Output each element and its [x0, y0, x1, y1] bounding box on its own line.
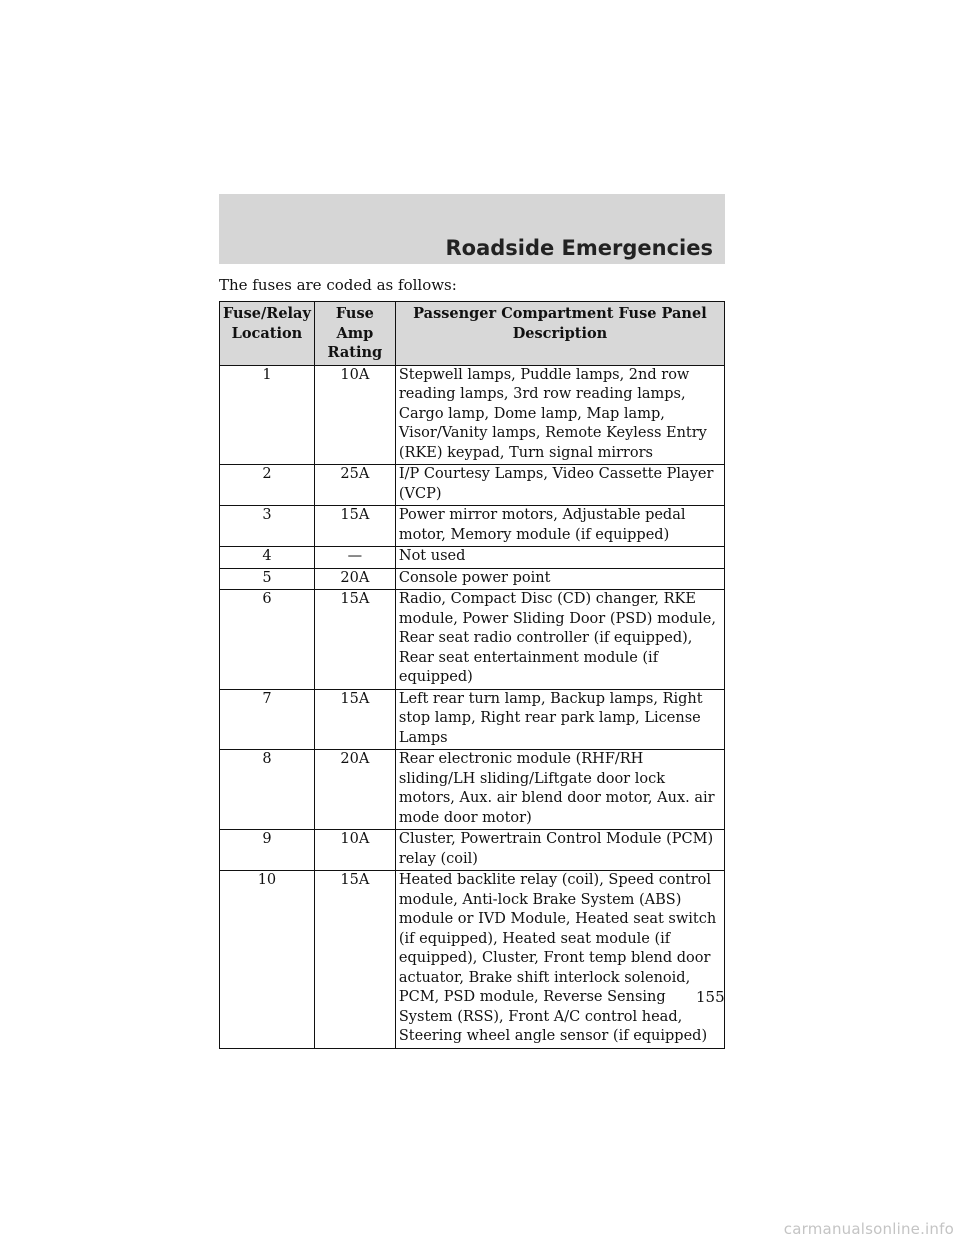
- section-header-bar: [219, 194, 725, 264]
- fuse-rating-cell: 15A: [314, 506, 395, 547]
- fuse-rating-cell: 15A: [314, 871, 395, 1049]
- table-row: [220, 465, 725, 506]
- fuse-description-cell: Left rear turn lamp, Backup lamps, Right stop lamp, Right rear park lamp, License Lamps: [395, 689, 724, 750]
- fuse-location-cell: 7: [220, 689, 315, 750]
- fuse-description-cell: I/P Courtesy Lamps, Video Cassette Player (VCP): [395, 465, 724, 506]
- table-row: [220, 689, 725, 750]
- fuse-location-cell: 3: [220, 506, 315, 547]
- fuse-description-cell: Cluster, Powertrain Control Module (PCM) relay (coil): [395, 830, 724, 871]
- page-number: 155: [696, 988, 725, 1006]
- header-rating: Fuse Amp Rating: [314, 302, 395, 366]
- table-row: [220, 590, 725, 690]
- fuse-rating-cell: —: [314, 547, 395, 569]
- header-description: Passenger Compartment Fuse Panel Description: [395, 302, 724, 366]
- fuse-description-cell: Console power point: [395, 568, 724, 590]
- fuse-rating-cell: 15A: [314, 590, 395, 690]
- watermark-text[interactable]: carmanualsonline.info: [783, 1220, 954, 1238]
- fuse-location-cell: 4: [220, 547, 315, 569]
- fuse-description-cell: Power mirror motors, Adjustable pedal motor, Memory module (if equipped): [395, 506, 724, 547]
- fuse-rating-cell: 25A: [314, 465, 395, 506]
- table-row: [220, 365, 725, 465]
- fuse-location-cell: 2: [220, 465, 315, 506]
- table-row: [220, 750, 725, 830]
- fuse-table: [219, 301, 725, 1049]
- fuse-rating-cell: 20A: [314, 750, 395, 830]
- fuse-location-cell: 10: [220, 871, 315, 1049]
- fuse-description-cell: Rear electronic module (RHF/RH sliding/LH sliding/Liftgate door lock motors, Aux. air blend door motor, Aux. air mode door motor): [395, 750, 724, 830]
- fuse-table-header-row: [220, 302, 725, 366]
- fuse-location-cell: 8: [220, 750, 315, 830]
- fuse-description-cell: Stepwell lamps, Puddle lamps, 2nd row reading lamps, 3rd row reading lamps, Cargo lamp, Dome lamp, Map lamp, Visor/Vanity lamps, Remote Keyless Entry (RKE) keypad, Turn signal mirrors: [395, 365, 724, 465]
- fuse-location-cell: 6: [220, 590, 315, 690]
- table-row: [220, 547, 725, 569]
- fuse-rating-cell: 20A: [314, 568, 395, 590]
- fuse-description-cell: Heated backlite relay (coil), Speed control module, Anti-lock Brake System (ABS) module or IVD Module, Heated seat switch (if equipped), Heated seat module (if equipped), Cluster, Front temp blend door actuator, Brake shift interlock solenoid, PCM, PSD module, Reverse Sensing System (RSS), Front A/C control head, Steering wheel angle sensor (if equipped): [395, 871, 724, 1049]
- fuse-location-cell: 5: [220, 568, 315, 590]
- fuse-location-cell: 1: [220, 365, 315, 465]
- table-row: [220, 506, 725, 547]
- fuse-rating-cell: 10A: [314, 365, 395, 465]
- section-title: Roadside Emergencies: [445, 236, 713, 260]
- fuse-description-cell: Radio, Compact Disc (CD) changer, RKE module, Power Sliding Door (PSD) module, Rear seat radio controller (if equipped), Rear seat entertainment module (if equipped): [395, 590, 724, 690]
- fuse-rating-cell: 10A: [314, 830, 395, 871]
- table-row: [220, 830, 725, 871]
- fuse-rating-cell: 15A: [314, 689, 395, 750]
- header-location: Fuse/Relay Location: [220, 302, 315, 366]
- fuse-description-cell: Not used: [395, 547, 724, 569]
- fuse-location-cell: 9: [220, 830, 315, 871]
- table-row: [220, 871, 725, 1049]
- table-row: [220, 568, 725, 590]
- intro-text: The fuses are coded as follows:: [219, 276, 457, 294]
